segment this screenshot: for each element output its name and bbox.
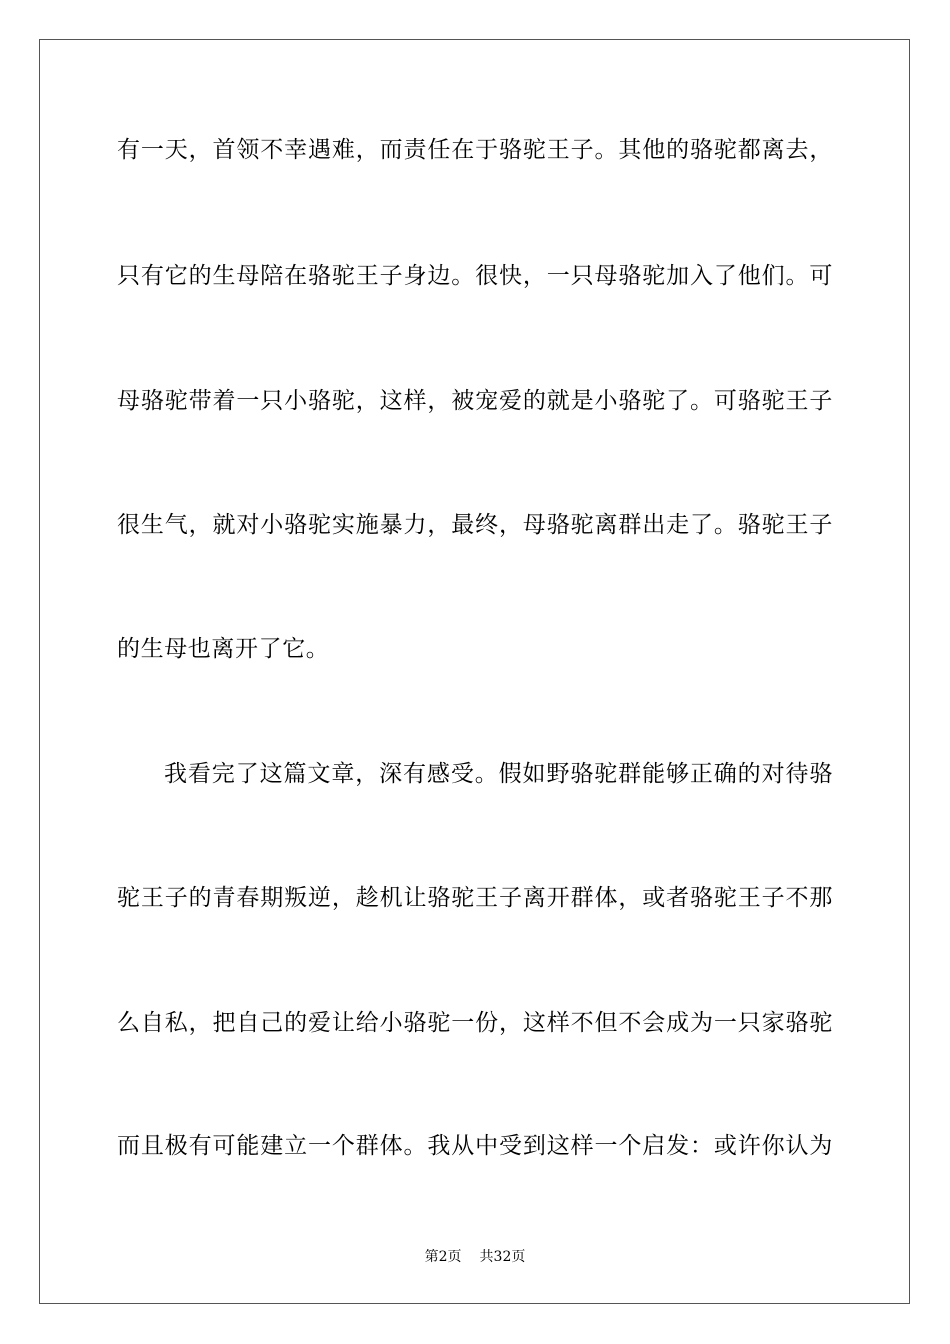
paragraph-line: 很生气，就对小骆驼实施暴力，最终，母骆驼离群出走了。骆驼王子	[117, 512, 833, 538]
paragraph-line: 的生母也离开了它。	[117, 636, 330, 662]
paragraph-line: 有一天，首领不幸遇难，而责任在于骆驼王子。其他的骆驼都离去，	[117, 137, 833, 163]
paragraph-line: 母骆驼带着一只小骆驼，这样，被宠爱的就是小骆驼了。可骆驼王子	[117, 388, 833, 414]
paragraph-line: 只有它的生母陪在骆驼王子身边。很快，一只母骆驼加入了他们。可	[117, 263, 833, 289]
page-number: 第2页	[424, 1249, 462, 1265]
paragraph-line: 我看完了这篇文章，深有感受。假如野骆驼群能够正确的对待骆	[164, 761, 833, 787]
paragraph-line: 而且极有可能建立一个群体。我从中受到这样一个启发：或许你认为	[117, 1133, 833, 1159]
page-border	[39, 39, 910, 1304]
paragraph-line: 驼王子的青春期叛逆，趁机让骆驼王子离开群体，或者骆驼王子不那	[117, 885, 833, 911]
paragraph-line: 么自私，把自己的爱让给小骆驼一份，这样不但不会成为一只家骆驼	[117, 1010, 833, 1036]
total-pages: 共32页	[479, 1249, 526, 1265]
page-footer	[0, 1248, 950, 1266]
